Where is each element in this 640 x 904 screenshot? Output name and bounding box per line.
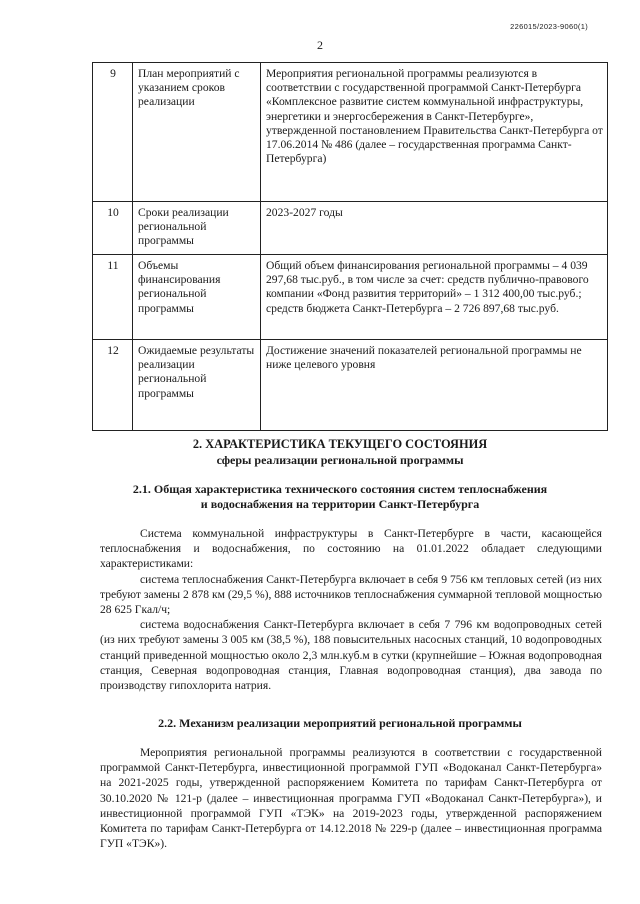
row-number: 12 [93,340,133,431]
row-value: Мероприятия региональной программы реализуются в соответствии с государственной программой Санкт-Петербурга «Комплексное развитие систем коммунальной инфраструктуры, энергетики и энергосбережения в Санкт-Петербурге», утвержденной постановлением Правительства Санкт-Петербурга от 17.06.2014 № 486 (далее – государственная программа Санкт-Петербурга) [261,63,608,202]
paragraph: система теплоснабжения Санкт-Петербурга включает в себя 9 756 км тепловых сетей (из них требуют замены 2 878 км (29,5 %), 888 источников теплоснабжения суммарной тепловой мощностью 28 625 Гкал/ч; [100,572,602,617]
section-2-1-body [100,526,602,693]
section-2-1-title-line2: и водоснабжения на территории Санкт-Петербурга [200,497,480,511]
row-number: 10 [93,202,133,255]
row-label: План мероприятий с указанием сроков реализации [133,63,261,202]
row-value: Общий объем финансирования региональной программы – 4 039 297,68 тыс.руб., в том числе за счет: средств публично-правового компании «Фонд развития территорий» – 1 312 400,00 тыс.руб.; средств бюджета Санкт-Петербурга – 2 726 897,68 тыс.руб. [261,255,608,340]
row-number: 9 [93,63,133,202]
section-2-2-title: 2.2. Механизм реализации мероприятий региональной программы [158,716,522,730]
row-value: 2023-2027 годы [261,202,608,255]
table-row [93,340,608,431]
paragraph: система водоснабжения Санкт-Петербурга включает в себя 7 796 км водопроводных сетей (из них требуют замены 3 005 км (38,5 %), 188 повысительных насосных станций, 10 водопроводных станций приведенной мощностью около 2,3 млн.куб.м в сутки (крупнейшие – Южная водопроводная станция, Северная водопроводная станция, Главная водопроводная станция), два завода по производству гипохлорита натрия. [100,618,602,693]
row-value: Достижение значений показателей региональной программы не ниже целевого уровня [261,340,608,431]
paragraph: Мероприятия региональной программы реализуются в соответствии с государственной программой Санкт-Петербурга, инвестиционной программой ГУП «Водоканал Санкт-Петербурга» на 2021-2025 годы, утвержденной распоряжением Комитета по тарифам Санкт-Петербурга от 30.10.2020 № 121-р (далее – инвестиционная программа ГУП «Водоканал Санкт-Петербурга»), и инвестиционной программой ГУП «ТЭК» на 2019-2023 годы, утвержденной распоряжением Комитета по тарифам Санкт-Петербурга от 14.12.2018 № 229-р (далее – инвестиционная программа ГУП «ТЭК»). [100,746,602,851]
document-registration-number: 226015/2023-9060(1) [510,22,588,31]
section-2-title: 2. ХАРАКТЕРИСТИКА ТЕКУЩЕГО СОСТОЯНИЯ [192,437,488,451]
section-2-2-body [100,745,602,851]
table-row [93,255,608,340]
program-passport-table [92,62,608,431]
page-number: 2 [317,38,323,52]
row-label: Сроки реализации региональной программы [133,202,261,255]
row-label: Ожидаемые результаты реализации региональной программы [133,340,261,431]
section-2-1-title-line1: 2.1. Общая характеристика технического состояния систем теплоснабжения [132,482,548,496]
table-row [93,63,608,202]
section-2-subtitle: сферы реализации региональной программы [216,453,464,467]
table-row [93,202,608,255]
row-label: Объемы финансирования региональной программы [133,255,261,340]
paragraph: Система коммунальной инфраструктуры в Санкт-Петербурге в части, касающейся теплоснабжения и водоснабжения, по состоянию на 01.01.2022 обладает следующими характеристиками: [100,527,602,571]
row-number: 11 [93,255,133,340]
